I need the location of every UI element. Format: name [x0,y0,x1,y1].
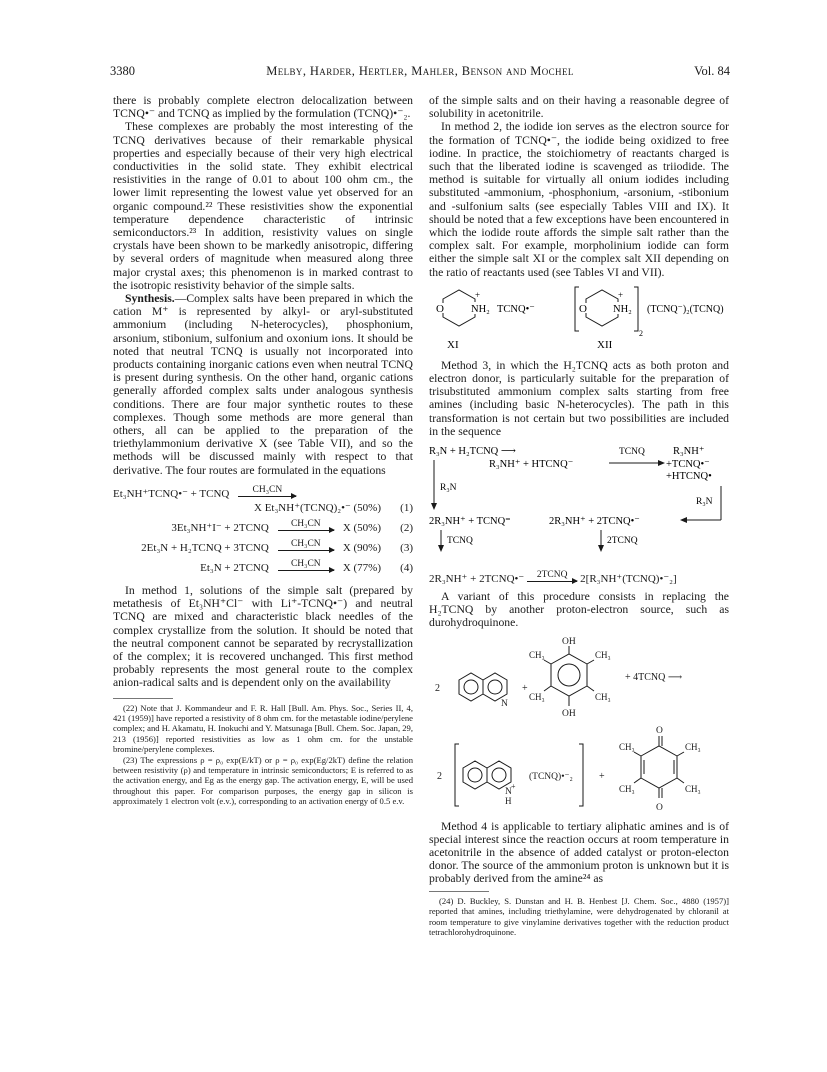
scheme-tcnq-label: TCNQ [619,447,645,458]
quinone-oxygen-bottom: O [656,802,663,813]
right-column [429,94,729,937]
paragraph-synthesis [113,292,413,477]
structure-xi [435,290,535,351]
scheme-tcnq-down: TCNQ [447,536,473,547]
methyl-group: CH₃ [595,691,611,702]
methyl-group: CH₃ [529,691,545,702]
tcnq-reagent: + 4TCNQ ⟶ [625,671,683,683]
reaction-arrow [278,519,334,535]
footnotes [429,896,729,938]
reaction-arrow [278,539,334,555]
paragraph: Method 3, in which the H₂TCNQ acts as both proton and electron donor, is particularly suitable for the preparation of trisubstituted ammonium complex salts starting from free amines (including basic N-heterocycles). The path in this transformation is not certain but two possibilities are included in the sequence [429,358,729,438]
structure-xii [575,287,724,351]
paragraph: of the simple salts and on their having a reasonable degree of solubility in acetonitrile. [429,94,729,121]
section-heading: Synthesis. [125,292,175,306]
durohydroquinone-reaction [429,636,729,816]
eq4-solvent: CH₃CN [290,558,321,569]
xii-anion: (TCNQ⁻)₂(TCNQ) [647,303,724,315]
paragraph: Method 4 is applicable to tertiary aliphatic amines and is of special interest since the reaction occurs at room temperature in acetonitrile in the absence of added catalyst or proton-electon donor. The source of the ammonium proton is unknown but it is probably derived from the amine²⁴ as [429,819,729,886]
paragraph-text: —Complex salts have been prepared in which the cation M⁺ is represented by alkyl- or aryl-substituted ammonium (including N-heterocycles), phosphonium, arsonium, stibonium, sulfonium and oxonium ions. It should be noted that neutral TCNQ is usually not incorporated into products containing inorganic cations even when neutral TCNQ is present during synthesis. On the other hand, organic cations generally afforded complex salts under analogous synthesis conditions. There are four major synthetic routes to these complexes. Though some methods are more general than others, all can be applied to the preparation of the triethylammonium derivative X (see Table VII), and so the methods will be discussed mainly with respect to that derivative. The four routes are formulated in the equations [113,292,413,477]
eq1-reactants: Et₃NH⁺TCNQ•⁻ + TCNQ [113,487,230,500]
methyl-group: CH₃ [619,783,635,794]
equation-4 [113,559,413,575]
plus-charge: + [475,289,481,300]
footnote-23: (23) The expressions ρ = ρ₀ exp(E/kT) or ρ = ρ₀ exp(Eg/2kT) define the relation between resistivity (ρ) and temperature in intrinsic semiconductors; E is referred to as the activation energy, and Eg as the energy gap. The activation energy, E, will be used throughout this paper. For comparison purposes, the energy gap in silicon is approximately 1 electron volt (e.v.), corresponding to an activation energy of 0.5 e.v. [113,754,413,807]
paragraph: A variant of this procedure consists in replacing the H₂TCNQ by another proton-electron source, such as durohydroquinone. [429,590,729,630]
method3-scheme [429,442,729,574]
reaction-arrow [278,559,334,575]
eq2-reactants: 3Et₃NH⁺I⁻ + 2TCNQ [171,521,269,534]
oxygen-atom: O [579,302,587,315]
paragraph: These complexes are probably the most interesting of the TCNQ derivatives because of their remarkable physical properties and especially because of their very high electrical conductivities in the solid state. They exhibit electrical resistivities in the range of 0.01 to about 100 ohm cm., the lower limit representing the lowest value yet observed for an organic compound.²² These resistivities show the exponential temperature dependence characteristic of intrinsic semiconductors.²³ In addition, resistivity values on single crystals have been shown to be markedly anisotropic, differing by several orders of magnitude when measured along three major crystal axes; this phenomenon is in marked contrast to the isotropic resistivity behavior of the simple salts. [113,120,413,292]
methyl-group: CH₃ [529,649,545,660]
running-header [110,64,730,80]
arrowhead [680,517,687,523]
plus-charge: + [511,781,516,791]
equation-3 [113,539,413,555]
arrowhead [658,460,665,466]
scheme-htcnq: +HTCNQ• [666,471,712,483]
oh-group-top: OH [562,636,576,647]
coefficient-2: 2 [437,770,442,782]
footnote-22: (22) Note that J. Kommandeur and F. R. Hall [Bull. Am. Phys. Soc., Series II, 4, 421 (1959)] have reported a resistivity of 8 ohm cm. for the metastable iodine/perylene complex; and H. Akamatu, H. Inokuchi and Y. Matsunaga [Bull. Chem. Soc. Japan, 29, 213 (1956)] reported resistivities as low as 1 ohm cm. for the unstable bromine/perylene complexes. [113,702,413,755]
paragraph: there is probably complete electron delocalization between TCNQ•⁻ and TCNQ as implied by the formulation (TCNQ)•⁻₂. [113,94,413,121]
coefficient-2: 2 [435,682,440,694]
scheme-tcnq-radical: +TCNQ•⁻ [666,459,710,471]
eq1-solvent: CH₃CN [252,484,283,495]
xii-label: XII [597,338,613,351]
footnotes [113,703,413,807]
methyl-group: CH₃ [685,783,701,794]
eq1-number: (1) [400,501,413,514]
eq4-reactants: Et₃N + 2TCNQ [200,561,269,574]
scheme-r3n-down: R₃N [440,483,457,494]
scheme-r3nh-top: R₃NH⁺ [673,446,705,458]
arrowhead [598,545,604,552]
equation-block [113,485,413,575]
scheme-row2-left: 2R₃NH⁺ + TCNQ⁼ [429,516,511,528]
page-number: 3380 [110,64,135,78]
volume-number: Vol. 84 [694,64,730,78]
running-authors: Melby, Harder, Hertler, Mahler, Benson and Mochel [266,64,574,78]
xi-label: XI [447,338,459,351]
footnote-rule [429,891,489,892]
nh2-group: NH₂ [471,303,490,315]
paragraph: In method 2, the iodide ion serves as the electron source for the formation of TCNQ•⁻, the iodide being oxidized to free iodine. In practice, the stoichiometry of reactants charged is such that the liberated iodine is scavenged as triiodide. The method is suitable for virtually all onium iodides including substituted -ammonium, -phosphonium, -arsonium, -stibonium and -sulfonium salts (see especially Tables VIII and IX). It should be noted that a few exceptions have been encountered in which the iodide route affords the simple salt rather than the complex salt. For example, morpholinium iodide can form either the simple salt XI or the complex salt XII depending on the ratio of reactants used (see Tables VI and VII). [429,120,729,279]
equation-1 [113,485,413,501]
eq3-product: X (90%) [342,541,381,554]
paragraph: In method 1, solutions of the simple salt (prepared by metathesis of Et₃NH⁺Cl⁻ with Li⁺-TCNQ•⁻) and neutral TCNQ are mixed and characteristic black needles of the complex crystallize from the solution. It should be noted that the neutral component cannot be separated by recrystallization of the complex; it is recovered unchanged. This first method probably represents the most general route to the complex anion-radical salts and is dependent only on the availability [113,583,413,690]
arrowhead [431,503,437,510]
eq3-number: (3) [400,541,413,554]
oxygen-atom: O [436,302,444,315]
plus-sign: + [522,682,528,694]
scheme-final-reagent: 2TCNQ [536,570,568,581]
methyl-group: CH₃ [595,649,611,660]
plus-charge: + [618,289,624,300]
scheme-intermediate: R₃NH⁺ + HTCNQ⁻ [489,459,574,471]
left-column [113,94,413,807]
scheme-final-left: 2R₃NH⁺ + 2TCNQ•⁻ [429,573,525,586]
eq3-reactants: 2Et₃N + H₂TCNQ + 3TCNQ [141,541,269,554]
eq1-product: X Et₃NH⁺(TCNQ)₂•⁻ (50%) [254,501,381,514]
quinone-oxygen-top: O [656,725,663,736]
scheme-final-right: 2[R₃NH⁺(TCNQ)•⁻₂] [580,573,677,586]
reaction-arrow [527,570,577,586]
reaction-arrow [238,485,296,501]
morpholinium-structures [429,285,729,355]
quinolinium-hydrogen: H [505,795,512,806]
scheme-start: R₃N + H₂TCNQ ⟶ [429,446,516,458]
scheme-final [429,570,729,586]
quinoline-nitrogen: N [501,698,508,709]
arrowhead [438,545,444,552]
eq2-product: X (50%) [342,521,381,534]
quinolinium-nitrogen: N [505,786,512,797]
equation-1-product [113,502,413,515]
eq4-number: (4) [400,561,413,574]
plus-sign: + [599,770,605,782]
scheme-2tcnq-down: 2TCNQ [607,536,638,547]
methyl-group: CH₃ [619,741,635,752]
methyl-group: CH₃ [685,741,701,752]
subscript-2: 2 [639,328,643,338]
scheme-row2-right: 2R₃NH⁺ + 2TCNQ•⁻ [549,516,640,528]
scheme-r3n-up: R₃N [696,497,713,508]
eq2-number: (2) [400,521,413,534]
footnote-rule [113,698,173,699]
xi-anion: TCNQ•⁻ [497,303,535,315]
footnote-24: (24) D. Buckley, S. Dunstan and H. B. Henbest [J. Chem. Soc., 4880 (1957)] reported that amines, including triethylamine, were dehydrogenated by chloranil at room temperature to give vinylamine derivatives together with the reduction product tetrachlorohydroquinone. [429,895,729,937]
eq4-product: X (77%) [342,561,381,574]
nh2-group: NH₂ [613,303,632,315]
oh-group-bottom: OH [562,708,576,719]
tcnq-anion: (TCNQ)•⁻₂ [529,771,573,782]
equation-2 [113,519,413,535]
eq3-solvent: CH₃CN [290,538,321,549]
eq2-solvent: CH₃CN [290,518,321,529]
